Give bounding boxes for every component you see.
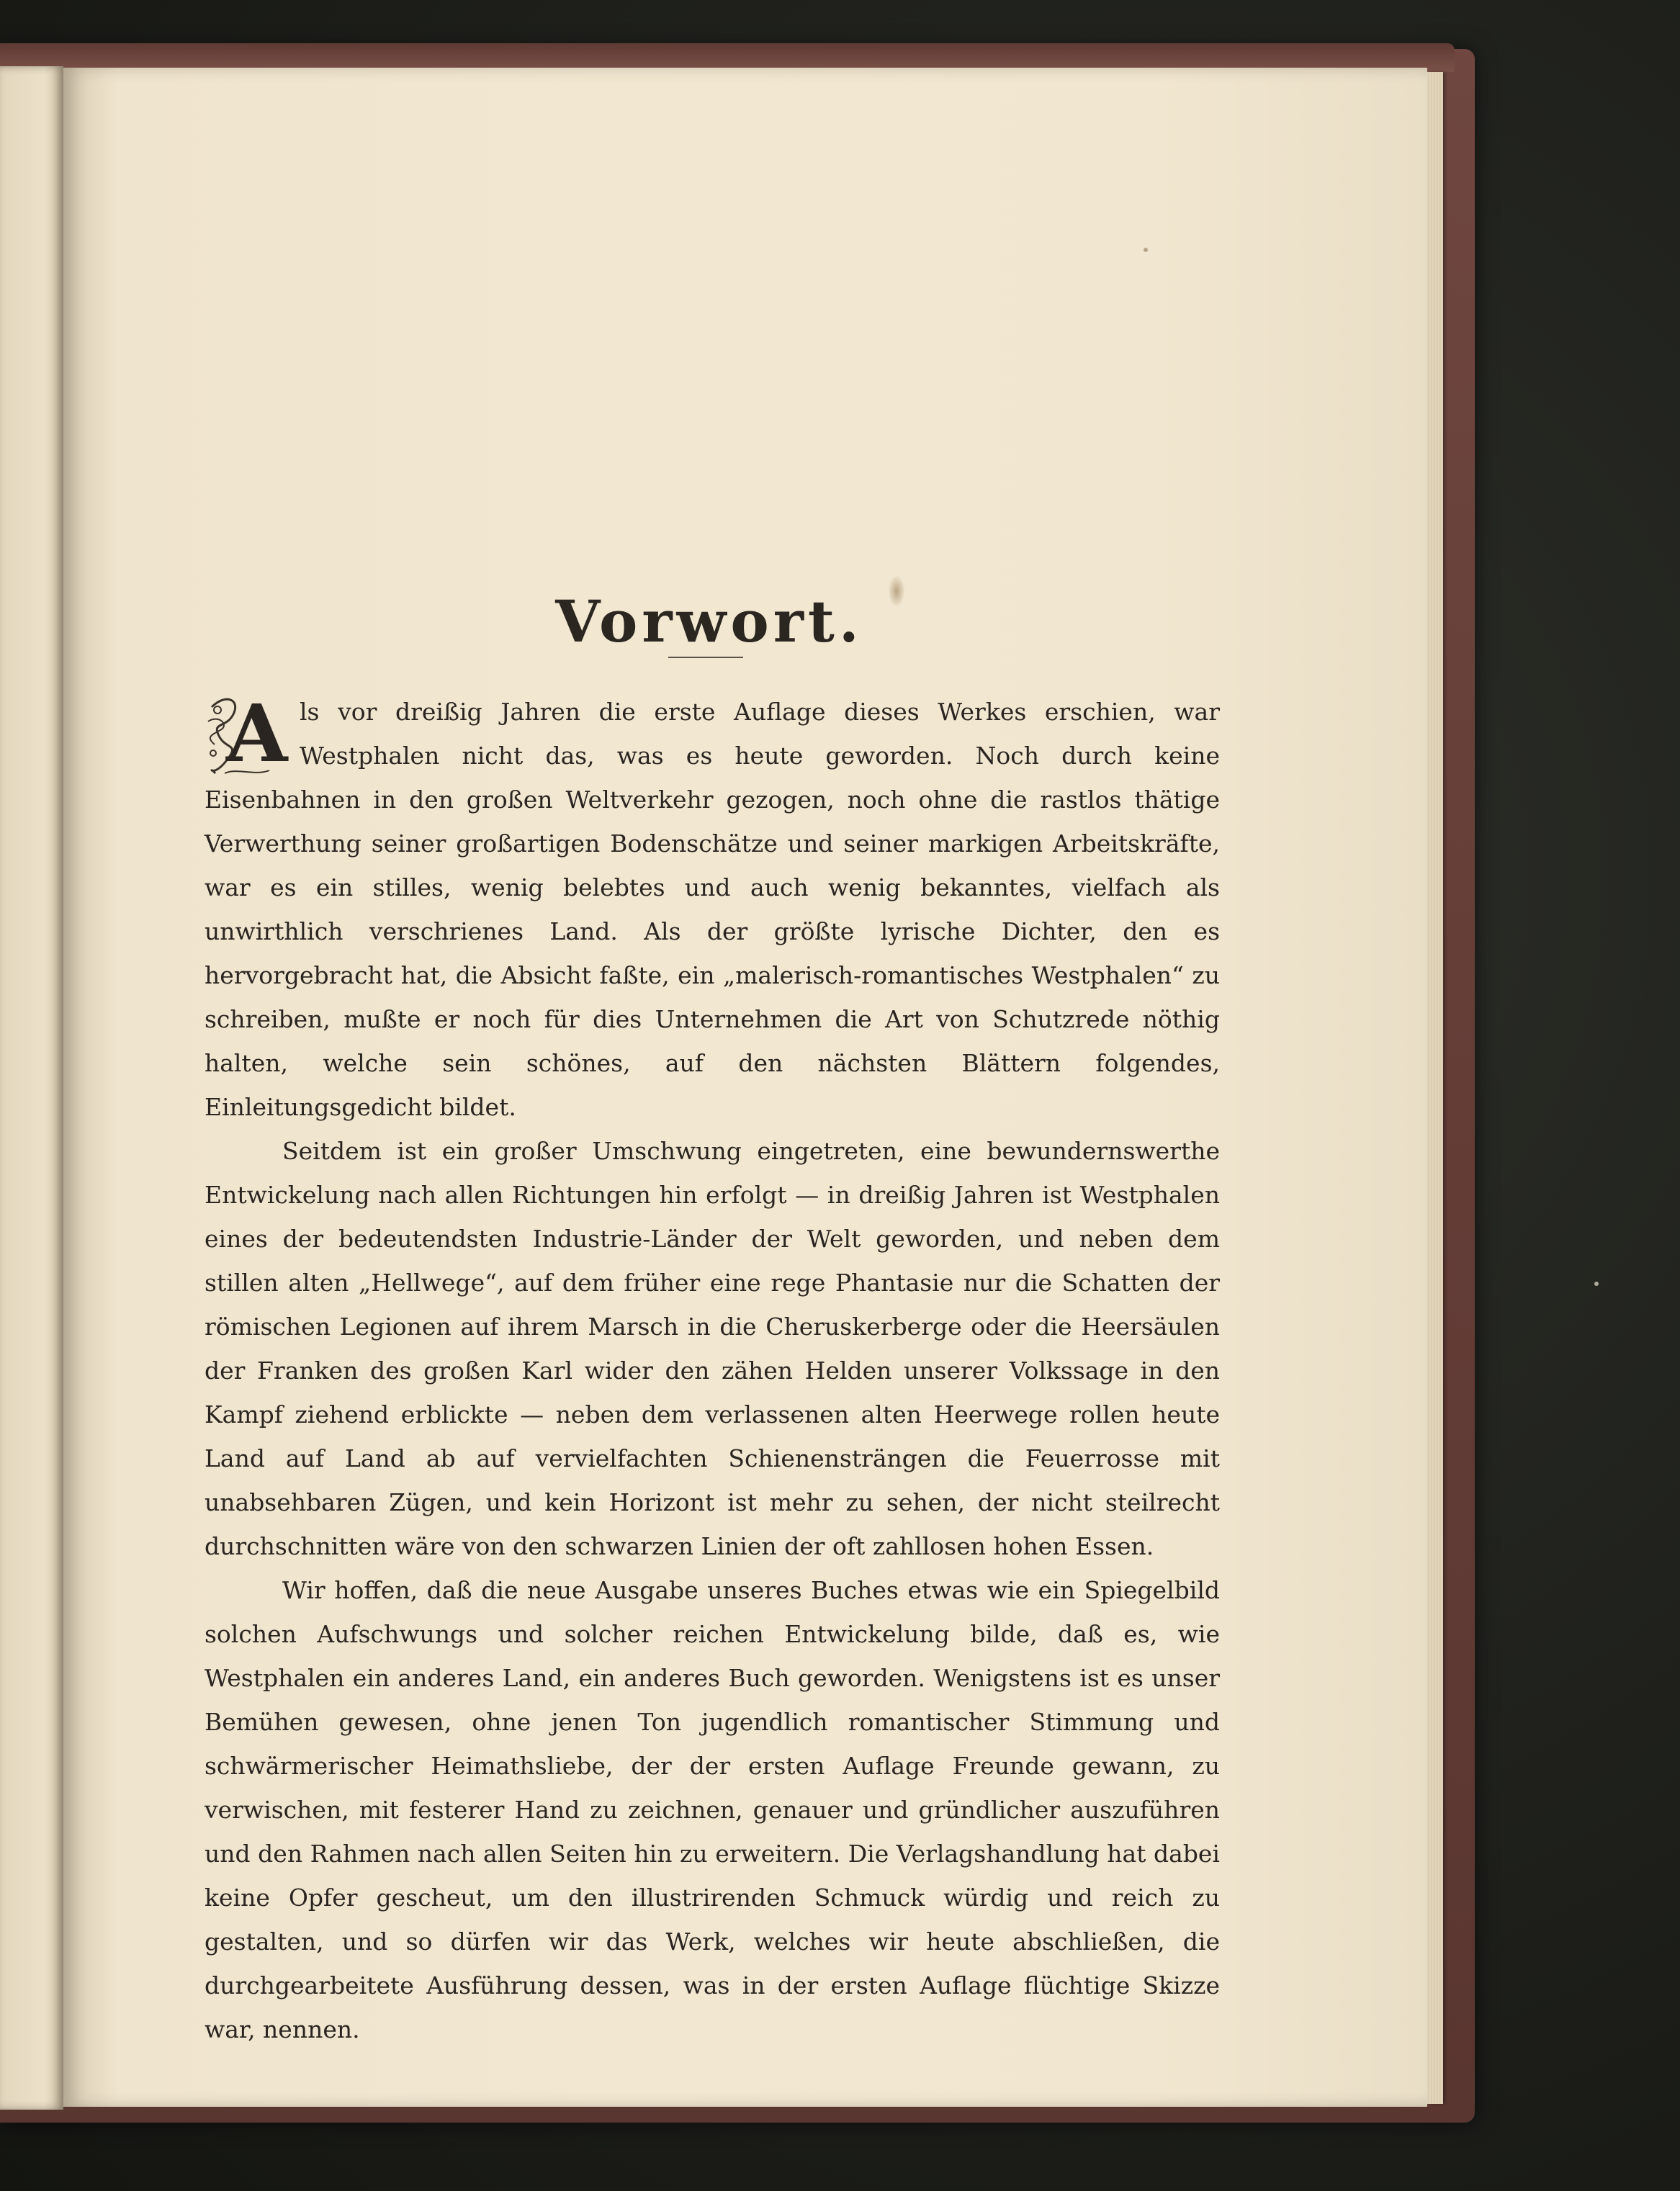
ornamental-drop-cap	[205, 687, 289, 780]
title-divider	[668, 657, 743, 658]
paragraph-3	[205, 1568, 1220, 2051]
page-title: Vorwort.	[555, 587, 863, 655]
paper-speck	[1594, 1282, 1599, 1286]
paragraph-text: ls vor dreißig Jahren die erste Auflage dieses Werkes erschien, war Westphalen nicht das, was es heute geworden. Noch durch keine Eisenbahnen in den großen Weltverkehr gezogen, noch ohne die rastlos thätige Verwerthung seiner großartigen Bodenschätze und seiner markigen Arbeitskräfte, war es ein stilles, wenig belebtes und auch wenig bekanntes, vielfach als unwirthlich verschrienes Land. Als der größte lyrische Dichter, den es hervorgebracht hat, die Absicht faßte, ein „malerisch-romantisches Westphalen“ zu schreiben, mußte er noch für dies Unternehmen die Art von Schutzrede nöthig halten, welche sein schönes, auf den nächsten Blättern folgendes, Einleitungsgedicht bildet.	[205, 698, 1220, 1121]
body-text	[205, 687, 1220, 2051]
left-page-edge	[0, 66, 63, 2110]
paragraph-text: Seitdem ist ein großer Umschwung eingetreten, eine bewundernswerthe Entwickelung nach allen Richtungen hin erfolgt — in dreißig Jahren ist Westphalen eines der bedeutendsten Industrie-Länder der Welt geworden, und neben dem stillen alten „Hellwege“, auf dem früher eine rege Phantasie nur die Schatten der römischen Legionen auf ihrem Marsch in die Cheruskerberge oder die Heersäulen der Franken des großen Karl wider den zähen Helden unserer Volkssage in den Kampf ziehend erblickte — neben dem verlassenen alten Heerwege rollen heute Land auf Land ab auf vervielfachten Schienensträngen die Feuerrosse mit unabsehbaren Zügen, und kein Horizont ist mehr zu sehen, der nicht steilrecht durchschnitten wäre von den schwarzen Linien der oft zahllosen hohen Essen.	[205, 1137, 1220, 1560]
paragraph-1	[205, 687, 1220, 1129]
drop-cap-letter: A	[226, 687, 288, 780]
paragraph-2	[205, 1129, 1220, 1568]
paragraph-text: Wir hoffen, daß die neue Ausgabe unseres Buches etwas wie ein Spiegelbild solchen Aufschwungs und solcher reichen Entwickelung bilde, daß es, wie Westphalen ein anderes Land, ein anderes Buch geworden. Wenigstens ist es unser Bemühen gewesen, ohne jenen Ton jugendlich romantischer Stimmung und schwärmerischer Heimathsliebe, der der ersten Auflage Freunde gewann, zu verwischen, mit festerer Hand zu zeichnen, genauer und gründlicher auszuführen und den Rahmen nach allen Seiten hin zu erweitern. Die Verlagshandlung hat dabei keine Opfer gescheut, um den illustrirenden Schmuck würdig und reich zu gestalten, und so dürfen wir das Werk, welches wir heute abschließen, die durchgearbeitete Ausführung dessen, was in der ersten Auflage flüchtige Skizze war, nennen.	[205, 1576, 1220, 2043]
paper-speck	[1144, 248, 1148, 252]
page-block-edge	[1427, 72, 1443, 2104]
